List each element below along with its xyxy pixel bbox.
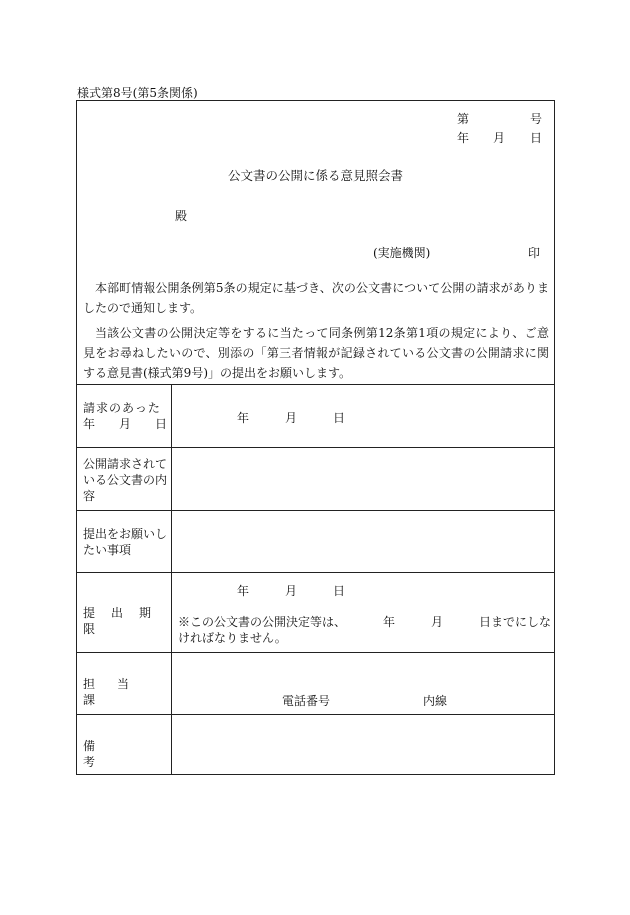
column-divider: [171, 385, 172, 774]
deadline-month: 月: [285, 584, 298, 598]
label-year: 年: [83, 417, 96, 431]
label-day: 日: [154, 417, 167, 431]
form-caption: 様式第8号(第5条関係): [77, 86, 198, 100]
phone-number-label: 電話番号: [282, 694, 331, 708]
label-requested-items: 提出をお願いしたい事項: [83, 527, 168, 557]
doc-number-prefix: 第: [457, 112, 470, 126]
row-divider-4: [77, 652, 554, 653]
notice-paragraph-2: 当該公文書の公開決定等をするに当たって同条例第12条第1項の規定により、ご意見をお尋ねしたいので、別添の「第三者情報が記録されている公文書の公開請求に関する意見書(様式第9号)」の提出をお願いします。: [83, 326, 549, 380]
implementing-agency: (実施機関): [373, 246, 431, 260]
label-request-date-line2: [83, 416, 167, 432]
deadline-note-month: 月: [431, 615, 444, 629]
row-divider-2: [77, 510, 554, 511]
seal-mark: 印: [528, 246, 541, 260]
page-title: 公文書の公開に係る意見照会書: [227, 168, 403, 183]
request-month: 月: [285, 411, 298, 425]
notice-paragraph-1: 本部町情報公開条例第5条の規定に基づき、次の公文書について公開の請求がありましたので通知します。: [83, 281, 549, 315]
row-divider-1: [77, 447, 554, 448]
label-department: 担当課: [83, 677, 152, 707]
label-document-content: 公開請求されている公文書の内容: [83, 457, 168, 503]
deadline-note-line2: ければなりません。: [178, 631, 287, 645]
label-deadline: 提出期限: [83, 606, 168, 636]
form-box: [76, 100, 555, 775]
request-day: 日: [333, 411, 346, 425]
deadline-day: 日: [333, 584, 346, 598]
addressee-suffix: 殿: [175, 209, 188, 223]
table-top-border: [77, 384, 554, 385]
date-month: 月: [493, 131, 506, 145]
label-request-date-line1: 請求のあった: [83, 401, 161, 415]
request-year: 年: [237, 411, 250, 425]
doc-number-suffix: 号: [530, 112, 543, 126]
deadline-note-year: 年: [383, 615, 396, 629]
date-day: 日: [530, 131, 543, 145]
deadline-year: 年: [237, 584, 250, 598]
deadline-note-end: 日までにしな: [479, 615, 552, 629]
deadline-note-start: ※この公文書の公開決定等は、: [178, 615, 347, 629]
row-divider-5: [77, 714, 554, 715]
label-request-date: [83, 400, 167, 432]
extension-label: 内線: [423, 694, 448, 708]
label-month: 月: [118, 417, 131, 431]
date-year: 年: [457, 131, 470, 145]
label-remarks: 備考: [83, 739, 150, 769]
row-divider-3: [77, 572, 554, 573]
